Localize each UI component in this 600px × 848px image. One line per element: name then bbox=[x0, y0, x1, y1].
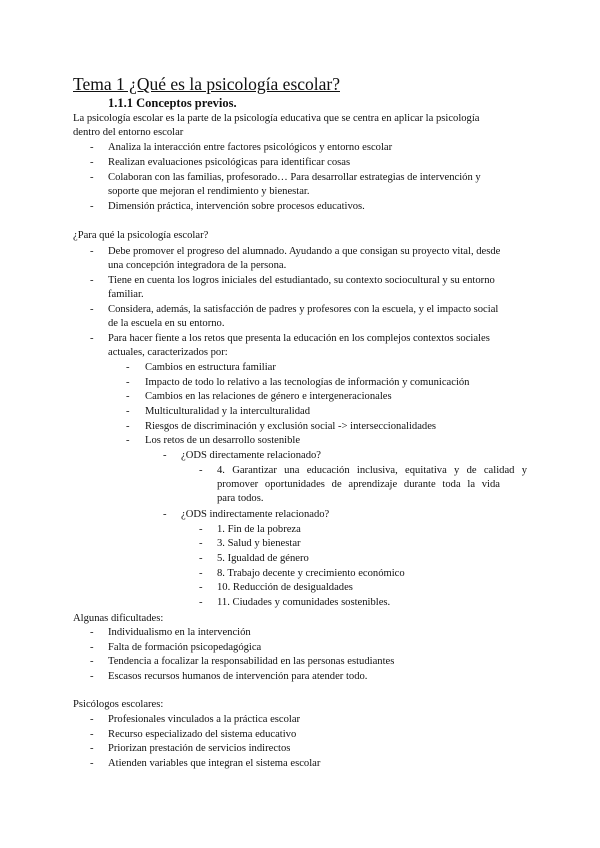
bullet-dash: - bbox=[126, 362, 130, 373]
page-title: Tema 1 ¿Qué es la psicología escolar? bbox=[73, 74, 340, 94]
bullet-dash: - bbox=[199, 465, 203, 476]
bullet-dash: - bbox=[90, 627, 94, 638]
list-item-continuation: de la escuela en su entorno. bbox=[108, 318, 225, 329]
bullet-dash: - bbox=[126, 421, 130, 432]
bullet-dash: - bbox=[90, 142, 94, 153]
challenge-item: Cambios en estructura familiar bbox=[145, 362, 276, 373]
list-item: Analiza la interacción entre factores psicológicos y entorno escolar bbox=[108, 142, 393, 153]
difficulty-item: Tendencia a focalizar la responsabilidad en las personas estudiantes bbox=[108, 656, 395, 667]
ods-indirect-item: 5. Igualdad de género bbox=[217, 553, 309, 564]
bullet-dash: - bbox=[163, 509, 167, 520]
ods-indirect-item: 10. Reducción de desigualdades bbox=[217, 582, 353, 593]
bullet-dash: - bbox=[90, 642, 94, 653]
ods-direct-item-continuation: para todos. bbox=[217, 493, 264, 504]
challenge-item: Cambios en las relaciones de género e intergeneracionales bbox=[145, 391, 392, 402]
bullet-dash: - bbox=[126, 406, 130, 417]
difficulty-item: Falta de formación psicopedagógica bbox=[108, 642, 262, 653]
ods-indirect-question: ¿ODS indirectamente relacionado? bbox=[181, 509, 330, 520]
ods-indirect-item: 8. Trabajo decente y crecimiento económico bbox=[217, 568, 405, 579]
bullet-dash: - bbox=[126, 377, 130, 388]
bullet-dash: - bbox=[90, 304, 94, 315]
challenge-item: Riesgos de discriminación y exclusión social -> interseccionalidades bbox=[145, 421, 437, 432]
psychologist-item: Atienden variables que integran el sistema escolar bbox=[108, 758, 321, 769]
why-heading: ¿Para qué la psicología escolar? bbox=[73, 230, 209, 241]
bullet-dash: - bbox=[90, 157, 94, 168]
intro-line: La psicología escolar es la parte de la psicología educativa que se centra en aplicar la psicología bbox=[73, 113, 480, 124]
list-item: Colaboran con las familias, profesorado… Para desarrollar estrategias de intervención y bbox=[108, 172, 481, 183]
list-item: Para hacer fiente a los retos que presenta la educación en los complejos contextos sociales bbox=[108, 333, 490, 344]
ods-indirect-item: 3. Salud y bienestar bbox=[217, 538, 301, 549]
bullet-dash: - bbox=[90, 729, 94, 740]
bullet-dash: - bbox=[90, 246, 94, 257]
bullet-dash: - bbox=[126, 391, 130, 402]
bullet-dash: - bbox=[199, 597, 203, 608]
bullet-dash: - bbox=[90, 201, 94, 212]
ods-direct-item-continuation: promover oportunidades de aprendizaje durante toda la vida bbox=[217, 479, 500, 490]
intro-line: dentro del entorno escolar bbox=[73, 127, 184, 138]
bullet-dash: - bbox=[90, 743, 94, 754]
list-item: Considera, además, la satisfacción de padres y profesores con la escuela, y el impacto social bbox=[108, 304, 499, 315]
difficulties-heading: Algunas dificultades: bbox=[73, 613, 164, 624]
bullet-dash: - bbox=[163, 450, 167, 461]
ods-direct-question: ¿ODS directamente relacionado? bbox=[181, 450, 322, 461]
bullet-dash: - bbox=[199, 524, 203, 535]
bullet-dash: - bbox=[90, 275, 94, 286]
section-heading: 1.1.1 Conceptos previos. bbox=[108, 96, 237, 110]
challenge-item: Impacto de todo lo relativo a las tecnologías de información y comunicación bbox=[145, 377, 470, 388]
bullet-dash: - bbox=[199, 553, 203, 564]
ods-direct-item: 4. Garantizar una educación inclusiva, equitativa y de calidad y bbox=[217, 465, 527, 476]
bullet-dash: - bbox=[90, 333, 94, 344]
ods-indirect-item: 11. Ciudades y comunidades sostenibles. bbox=[217, 597, 391, 608]
ods-indirect-item: 1. Fin de la pobreza bbox=[217, 524, 301, 535]
psychologists-heading: Psicólogos escolares: bbox=[73, 699, 164, 710]
difficulty-item: Escasos recursos humanos de intervención para atender todo. bbox=[108, 671, 368, 682]
challenge-item: Multiculturalidad y la interculturalidad bbox=[145, 406, 311, 417]
list-item-continuation: actuales, caracterizados por: bbox=[108, 347, 228, 358]
psychologist-item: Profesionales vinculados a la práctica escolar bbox=[108, 714, 301, 725]
challenge-item: Los retos de un desarrollo sostenible bbox=[145, 435, 301, 446]
bullet-dash: - bbox=[90, 656, 94, 667]
psychologist-item: Recurso especializado del sistema educativo bbox=[108, 729, 297, 740]
bullet-dash: - bbox=[199, 568, 203, 579]
bullet-dash: - bbox=[90, 758, 94, 769]
bullet-dash: - bbox=[90, 172, 94, 183]
bullet-dash: - bbox=[90, 671, 94, 682]
psychologist-item: Priorizan prestación de servicios indirectos bbox=[108, 743, 291, 754]
list-item: Debe promover el progreso del alumnado. Ayudando a que consigan su proyecto vital, desde bbox=[108, 246, 501, 257]
difficulty-item: Individualismo en la intervención bbox=[108, 627, 251, 638]
list-item-continuation: una concepción integradora de la persona. bbox=[108, 260, 287, 271]
list-item: Dimensión práctica, intervención sobre procesos educativos. bbox=[108, 201, 365, 212]
bullet-dash: - bbox=[199, 538, 203, 549]
list-item: Realizan evaluaciones psicológicas para identificar cosas bbox=[108, 157, 351, 168]
list-item-continuation: familiar. bbox=[108, 289, 144, 300]
list-item-continuation: soporte que mejoran el rendimiento y bienestar. bbox=[108, 186, 310, 197]
bullet-dash: - bbox=[126, 435, 130, 446]
list-item: Tiene en cuenta los logros iniciales del estudiantado, su contexto sociocultural y su entorno bbox=[108, 275, 495, 286]
bullet-dash: - bbox=[199, 582, 203, 593]
bullet-dash: - bbox=[90, 714, 94, 725]
